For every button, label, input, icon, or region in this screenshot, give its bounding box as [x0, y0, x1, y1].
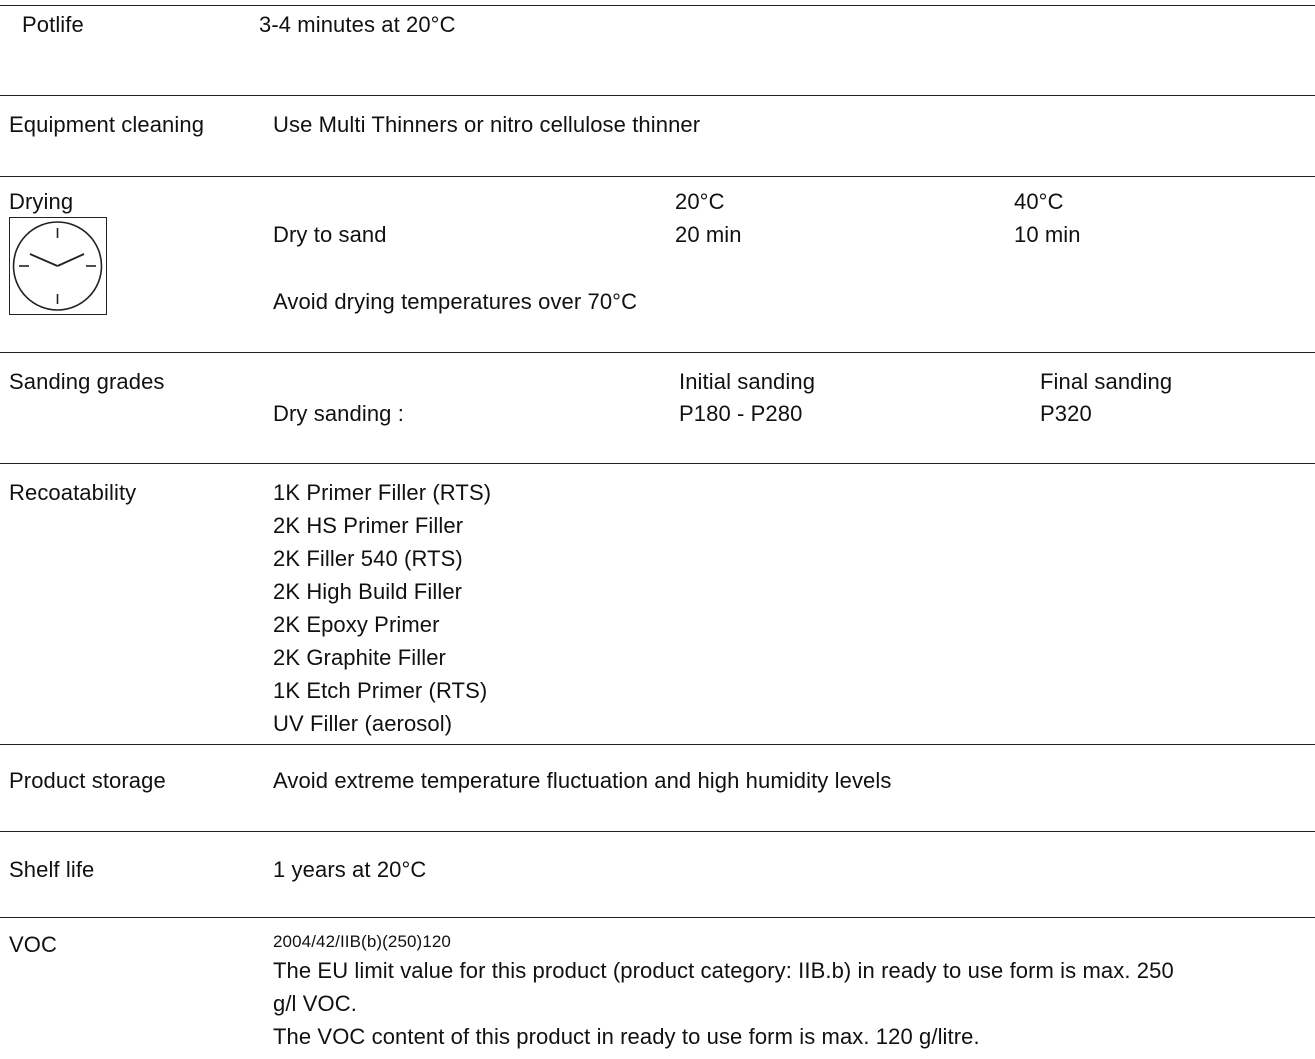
divider-equipment: [0, 95, 1315, 96]
sanding-col1-header: Initial sanding: [679, 369, 816, 394]
voc-code: 2004/42/IIB(b)(250)120: [273, 932, 451, 951]
drying-col1-header: 20°C: [675, 189, 725, 214]
drying-col2-header: 40°C: [1014, 189, 1064, 214]
drying-col1-value: 20 min: [675, 222, 742, 247]
list-item: UV Filler (aerosol): [273, 711, 453, 736]
divider-voc: [0, 917, 1315, 918]
sanding-label: Sanding grades: [9, 369, 165, 394]
divider-shelf: [0, 831, 1315, 832]
drying-col2-value: 10 min: [1014, 222, 1081, 247]
list-item: 2K Filler 540 (RTS): [273, 546, 463, 571]
product-storage-label: Product storage: [9, 768, 166, 793]
list-item: 2K HS Primer Filler: [273, 513, 464, 538]
sanding-row-label: Dry sanding :: [273, 401, 404, 426]
clock-icon: [9, 217, 107, 315]
list-item: 1K Primer Filler (RTS): [273, 480, 492, 505]
drying-row-label: Dry to sand: [273, 222, 387, 247]
divider-drying: [0, 176, 1315, 177]
shelf-life-label: Shelf life: [9, 857, 95, 882]
potlife-value: 3-4 minutes at 20°C: [259, 12, 456, 37]
divider-sanding: [0, 352, 1315, 353]
voc-line-2: g/l VOC.: [273, 991, 357, 1016]
sanding-col1-value: P180 - P280: [679, 401, 803, 426]
recoatability-label: Recoatability: [9, 480, 137, 505]
voc-line-1: The EU limit value for this product (product category: IIB.b) in ready to use form is max. 250: [273, 958, 1174, 983]
divider-recoatability: [0, 463, 1315, 464]
sanding-col2-value: P320: [1040, 401, 1092, 426]
divider-top: [0, 5, 1315, 6]
voc-label: VOC: [9, 932, 57, 957]
voc-line-3: The VOC content of this product in ready to use form is max. 120 g/litre.: [273, 1024, 980, 1049]
list-item: 1K Etch Primer (RTS): [273, 678, 488, 703]
product-storage-value: Avoid extreme temperature fluctuation and high humidity levels: [273, 768, 892, 793]
equipment-cleaning-value: Use Multi Thinners or nitro cellulose thinner: [273, 112, 701, 137]
equipment-cleaning-label: Equipment cleaning: [9, 112, 205, 137]
list-item: 2K High Build Filler: [273, 579, 463, 604]
drying-label: Drying: [9, 189, 74, 214]
list-item: 2K Epoxy Primer: [273, 612, 440, 637]
shelf-life-value: 1 years at 20°C: [273, 857, 427, 882]
drying-note: Avoid drying temperatures over 70°C: [273, 289, 638, 314]
potlife-label: Potlife: [22, 12, 84, 37]
list-item: 2K Graphite Filler: [273, 645, 446, 670]
sanding-col2-header: Final sanding: [1040, 369, 1173, 394]
divider-storage: [0, 744, 1315, 745]
